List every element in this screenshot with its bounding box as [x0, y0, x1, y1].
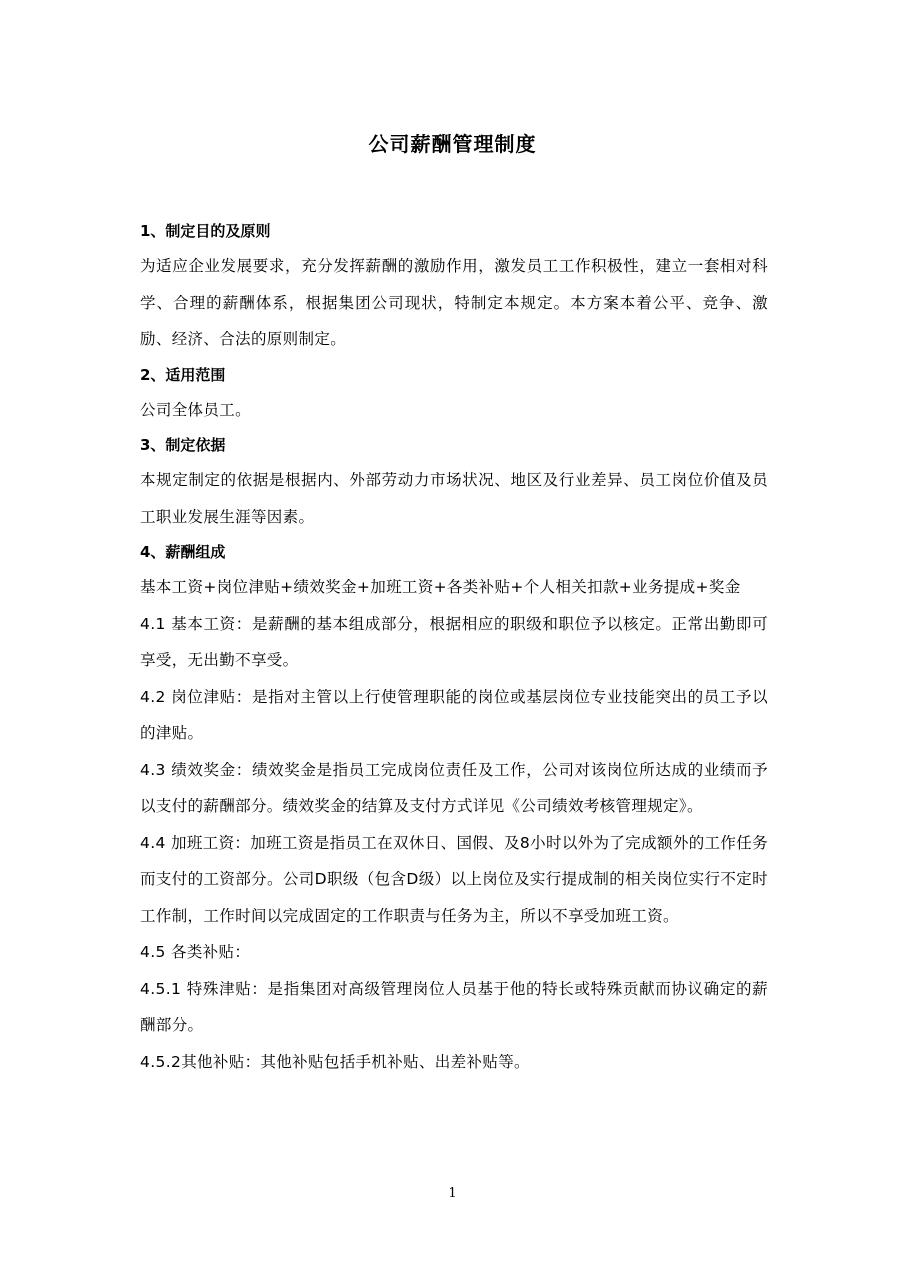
- section-heading-1: 1、制定目的及原则: [140, 222, 271, 240]
- subsidies-paragraph: 4.5 各类补贴：: [140, 943, 251, 961]
- special-allowance-paragraph: 4.5.1 特殊津贴：是指集团对高级管理岗位人员基于他的特长或特殊贡献而协议确定的薪酬部分。: [140, 979, 768, 1034]
- section-3-paragraph-1: 本规定制定的依据是根据内、外部劳动力市场状况、地区及行业差异、员工岗位价值及员工职业发展生涯等因素。: [140, 471, 768, 526]
- overtime-pay-paragraph: 4.4 加班工资：加班工资是指员工在双休日、国假、及8小时以外为了完成额外的工作任务而支付的工资部分。公司D职级（包含D级）以上岗位及实行提成制的相关岗位实行不定时工作制，工作时间以完成固定的工作职责与任务为主，所以不享受加班工资。: [140, 833, 768, 925]
- document-body: [140, 214, 768, 1080]
- performance-bonus-paragraph: 4.3 绩效奖金：绩效奖金是指员工完成岗位责任及工作，公司对该岗位所达成的业绩而予以支付的薪酬部分。绩效奖金的结算及支付方式详见《公司绩效考核管理规定》。: [140, 760, 768, 815]
- section-heading-3: 3、制定依据: [140, 436, 226, 454]
- base-salary-paragraph: 4.1 基本工资：是薪酬的基本组成部分，根据相应的职级和职位予以核定。正常出勤即可享受，无出勤不享受。: [140, 614, 768, 669]
- section-heading-4: 4、薪酬组成: [140, 543, 226, 561]
- other-subsidies-paragraph: 4.5.2其他补贴：其他补贴包括手机补贴、出差补贴等。: [140, 1052, 530, 1071]
- document-title: 公司薪酬管理制度: [368, 132, 537, 156]
- position-allowance-paragraph: 4.2 岗位津贴：是指对主管以上行使管理职能的岗位或基层岗位专业技能突出的员工予以的津贴。: [140, 687, 768, 742]
- section-1-paragraph-1: 为适应企业发展要求，充分发挥薪酬的激励作用，激发员工工作积极性，建立一套相对科学、合理的薪酬体系，根据集团公司现状，特制定本规定。本方案本着公平、竞争、激励、经济、合法的原则制定。: [140, 257, 768, 348]
- section-heading-2: 2、适用范围: [140, 365, 226, 384]
- section-2-paragraph-1: 公司全体员工。: [140, 400, 251, 419]
- salary-components-paragraph: 基本工资+岗位津贴+绩效奖金+加班工资+各类补贴+个人相关扣款+业务提成+奖金: [140, 578, 741, 596]
- page-number: 1: [448, 1186, 457, 1201]
